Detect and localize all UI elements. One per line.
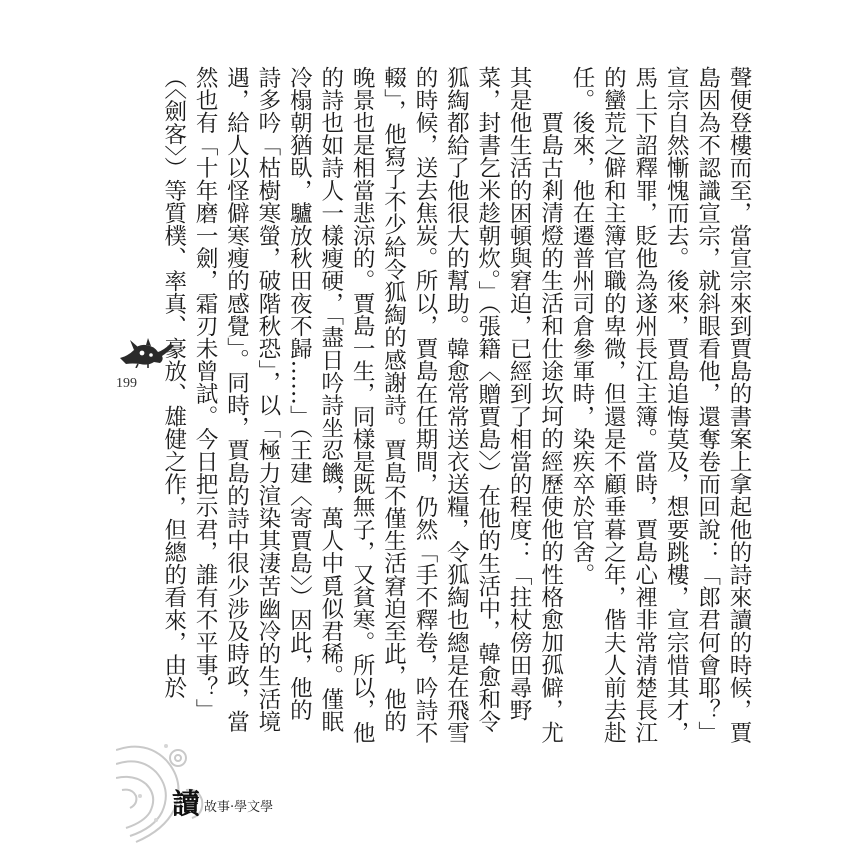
paragraph-2: 賈島古剎清燈的生活和仕途坎坷的經歷使他的性格愈加孤僻，尤其是他生活的困頓與窘迫，已經到了相當的程度：「拄杖傍田尋野菜，封書乞米趁朝炊。」（張籍〈贈賈島〉）在他的生活中，韓愈和令狐綯都給了他很大的幫助。韓愈常常送衣送糧，令狐綯也總是在飛雪的時候，送去焦炭。所以，賈島在任期間，仍然「手不釋卷，吟詩不輟」，他寫了不少給令狐綯的感謝詩。賈島不僅生活窘迫至此，他的晚景也是相當悲涼的。賈島一生，同樣是既無子，又貧寒。所以，他的詩也如詩人一樣瘦硬，「盡日吟詩坐忍饑，萬人中覓似君稀。僅眠冷榻朝猶臥，驢放秋田夜不歸……」（王建〈寄賈島〉）因此，他的詩多吟「枯樹寒螢，破階秋恐」，以「極力渲染其淒苦幽冷的生活境遇，給人以怪僻寒瘦的感覺」。同時，賈島的詩中很少涉及時政，當然也有「十年磨一劍，霜刃未曾試。今日把示君，誰有不平事？」（〈劍客〉）等質樸、率真、豪放、雄健之作，但總的看來，由於 bbox=[160, 66, 564, 744]
footer-title bbox=[172, 787, 274, 820]
bird-ornament-icon bbox=[118, 336, 176, 368]
page-number: 199 bbox=[116, 376, 137, 391]
footer-subtitle: 故事‧學文學 bbox=[204, 800, 274, 815]
footer-logo-text: 讀 bbox=[172, 787, 201, 820]
body-text bbox=[157, 66, 754, 744]
paragraph-1: 聲便登樓而至，當宣宗來到賈島的書案上拿起他的詩來讀的時候，賈島因為不認識宣宗，就斜眼看他，還奪卷而回說：「郎君何會耶？」宣宗自然慚愧而去。後來，賈島追悔莫及，想要跳樓，宣宗惜其才，馬上下詔釋罪，貶他為遂州長江主簿。當時，賈島心裡非常清楚長江的蠻荒之僻和主簿官職的卑微，但還是不顧垂暮之年，偕夫人前去赴任。後來，他在遷普州司倉參軍時，染疾卒於官舍。 bbox=[568, 66, 752, 744]
